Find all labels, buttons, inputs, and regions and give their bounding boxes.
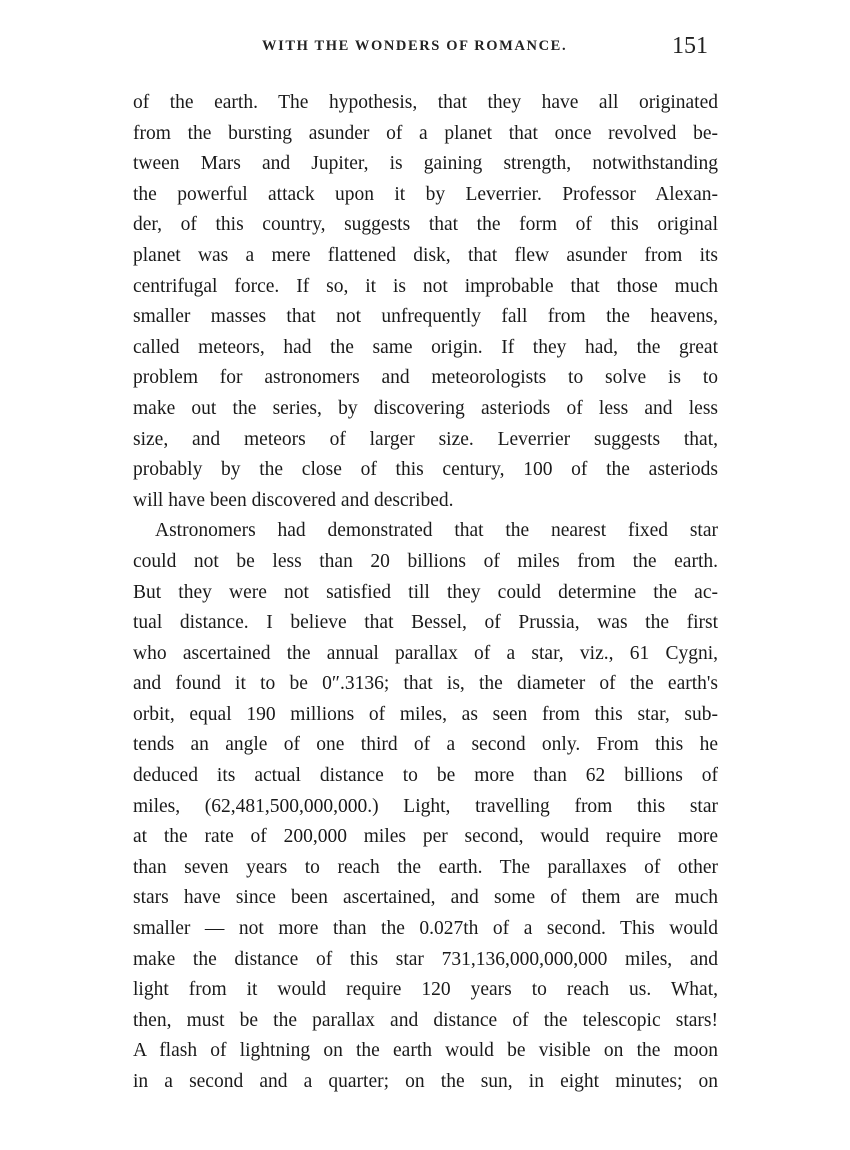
text-line: smaller masses that not unfrequently fall from the heavens, xyxy=(133,306,718,328)
text-line: make the distance of this star 731,136,000,000,000 miles, and xyxy=(133,948,718,970)
text-line: at the rate of 200,000 miles per second, would require more xyxy=(133,826,718,848)
text-line: planet was a mere flattened disk, that flew asunder from its xyxy=(133,244,718,266)
text-line: Astronomers had demonstrated that the nearest fixed star xyxy=(155,520,718,542)
text-line: the powerful attack upon it by Leverrier. Professor Alexan- xyxy=(133,183,718,205)
running-head: WITH THE WONDERS OF ROMANCE. xyxy=(262,38,568,54)
text-line: will have been discovered and described. xyxy=(133,489,454,511)
text-line: than seven years to reach the earth. The parallaxes of other xyxy=(133,856,718,878)
text-line: tual distance. I believe that Bessel, of Prussia, was the first xyxy=(133,612,718,634)
text-line: in a second and a quarter; on the sun, in eight minutes; on xyxy=(133,1071,718,1092)
paragraph-1 xyxy=(133,88,718,516)
text-line: then, must be the parallax and distance of the telescopic stars! xyxy=(133,1009,718,1031)
text-line: A flash of lightning on the earth would be visible on the moon xyxy=(133,1040,718,1062)
text-line: light from it would require 120 years to reach us. What, xyxy=(133,979,718,1001)
text-line: called meteors, had the same origin. If they had, the great xyxy=(133,336,718,358)
text-line: of the earth. The hypothesis, that they have all originated xyxy=(133,92,718,113)
text-line: who ascertained the annual parallax of a star, viz., 61 Cygni, xyxy=(133,642,718,664)
text-line: and found it to be 0″.3136; that is, the diameter of the earth's xyxy=(133,673,718,695)
paragraph-2 xyxy=(133,516,718,1097)
body-text xyxy=(133,88,718,1098)
text-line: centrifugal force. If so, it is not improbable that those much xyxy=(133,275,718,297)
text-line: problem for astronomers and meteorologists to solve is to xyxy=(133,367,718,389)
text-line: could not be less than 20 billions of miles from the earth. xyxy=(133,550,718,572)
text-line: tween Mars and Jupiter, is gaining strength, notwithstanding xyxy=(133,153,718,175)
text-line: size, and meteors of larger size. Leverrier suggests that, xyxy=(133,428,718,450)
text-line: deduced its actual distance to be more than 62 billions of xyxy=(133,765,718,787)
text-line: But they were not satisfied till they could determine the ac- xyxy=(133,581,718,603)
text-line: probably by the close of this century, 100 of the asteriods xyxy=(133,459,718,481)
text-line: miles, (62,481,500,000,000.) Light, travelling from this star xyxy=(133,795,718,817)
text-line: stars have since been ascertained, and some of them are much xyxy=(133,887,718,909)
text-line: make out the series, by discovering asteriods of less and less xyxy=(133,397,718,419)
page-number: 151 xyxy=(672,33,708,59)
text-line: orbit, equal 190 millions of miles, as seen from this star, sub- xyxy=(133,703,718,725)
text-line: der, of this country, suggests that the form of this original xyxy=(133,214,718,236)
text-line: smaller — not more than the 0.027th of a second. This would xyxy=(133,918,718,940)
text-line: from the bursting asunder of a planet that once revolved be- xyxy=(133,122,718,144)
text-line: tends an angle of one third of a second only. From this he xyxy=(133,734,718,756)
